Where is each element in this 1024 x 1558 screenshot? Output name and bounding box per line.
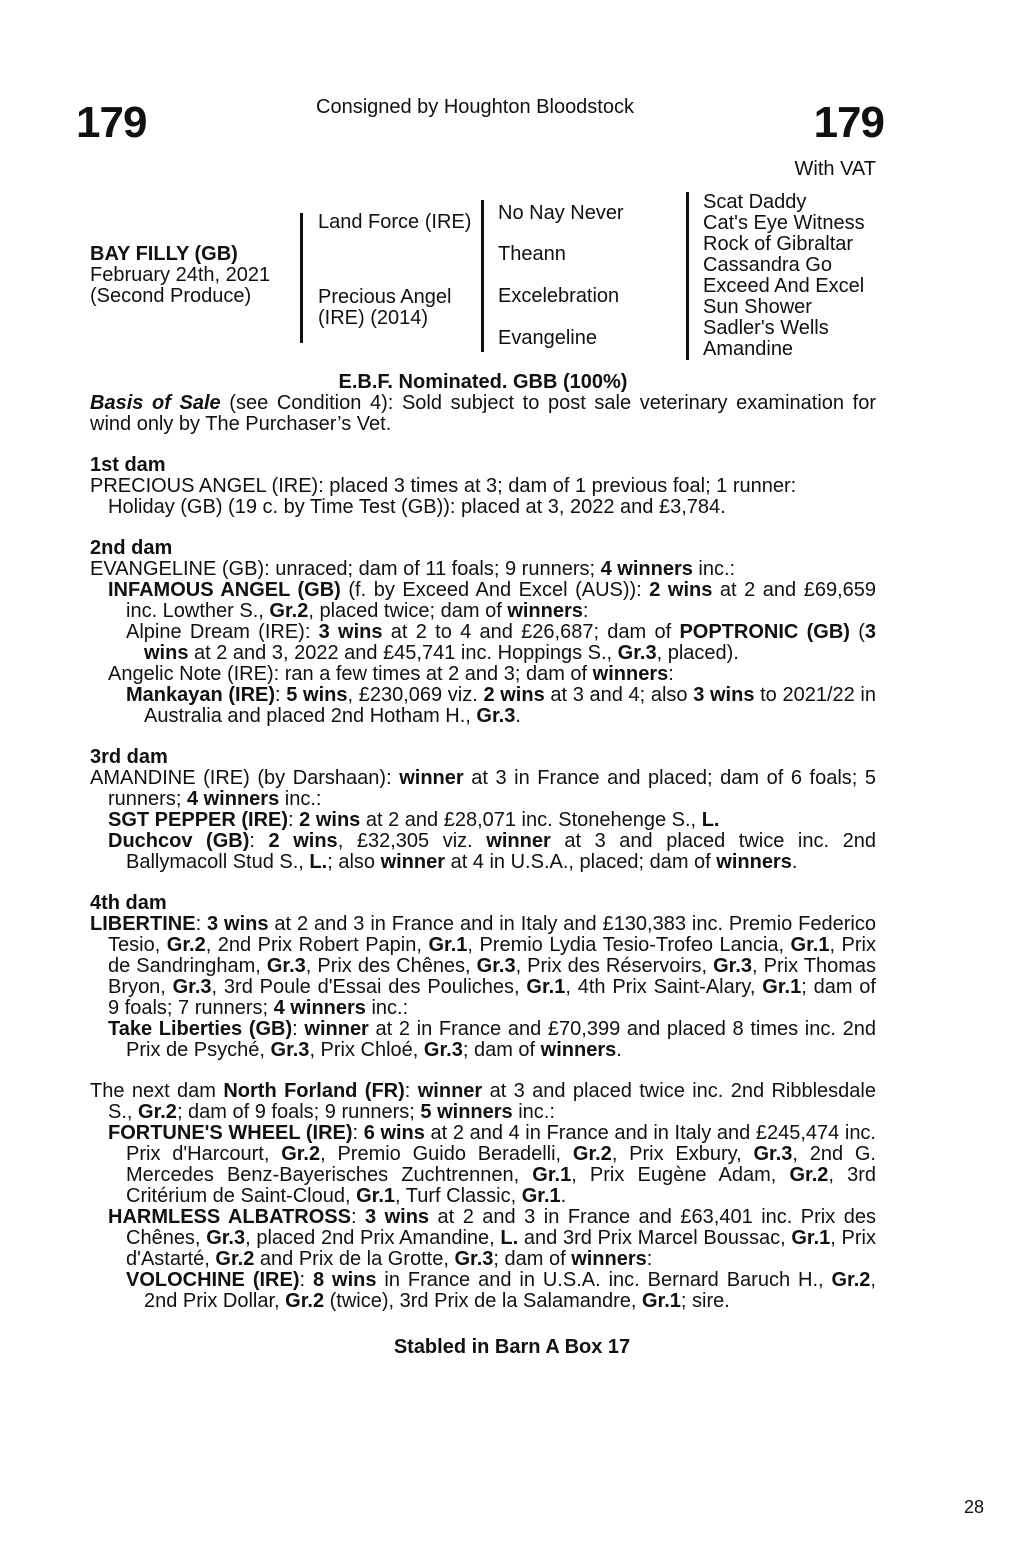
horse-born: February 24th, 2021 xyxy=(90,264,271,286)
pedigree-bracket-2 xyxy=(481,200,484,352)
first-dam-line1: PRECIOUS ANGEL (IRE): placed 3 times at 3; dam of 1 previous foal; 1 runner: xyxy=(90,475,797,497)
third-dam-produce-2: Duchcov (GB): 2 wins, £32,305 viz. winner at 3 and placed twice inc. 2nd Ballymacoll Stud S., L.; also winner at 4 in U.S.A., placed; dam of winners. xyxy=(108,830,876,873)
third-dam-produce-1: SGT PEPPER (IRE): 2 wins at 2 and £28,071 inc. Stonehenge S., L. xyxy=(108,809,720,831)
next-dam-produce-2a: VOLOCHINE (IRE): 8 wins in France and in U.S.A. inc. Bernard Baruch H., Gr.2, 2nd Prix Dollar, Gr.2 (twice), 3rd Prix de la Salamandre, Gr.1; sire. xyxy=(126,1269,876,1312)
basis-of-sale xyxy=(90,393,876,435)
great-grandparents xyxy=(703,192,865,360)
fourth-dam-produce-1: Take Liberties (GB): winner at 2 in France and £70,399 and placed 8 times inc. 2nd Prix de Psyché, Gr.3, Prix Chloé, Gr.3; dam of winners. xyxy=(108,1018,876,1061)
ggp-8: Amandine xyxy=(703,338,794,360)
third-dam-header: 3rd dam xyxy=(90,746,168,768)
first-dam-header: 1st dam xyxy=(90,454,166,476)
dam: Precious Angel (IRE) (2014) xyxy=(318,286,452,329)
second-dam-produce-2: Angelic Note (IRE): ran a few times at 2 and 3; dam of winners: xyxy=(108,663,674,685)
dam-dam: Evangeline xyxy=(498,327,597,349)
horse-name: BAY FILLY (GB) xyxy=(90,243,238,265)
fourth-dam-text: LIBERTINE: 3 wins at 2 and 3 in France and in Italy and £130,383 inc. Premio Federico Tesio, Gr.2, 2nd Prix Robert Papin, Gr.1, Premio Lydia Tesio-Trofeo Lancia, Gr.1, Prix de Sandringham, Gr.3, Prix des Chênes, Gr.3, Prix des Réservoirs, Gr.3, Prix Thomas Bryon, Gr.3, 3rd Poule d'Essai des Pouliches, Gr.1, 4th Prix Saint-Alary, Gr.1; dam of 9 foals; 7 runners; 4 winners inc.: xyxy=(90,913,876,1019)
ggp-3: Rock of Gibraltar xyxy=(703,233,854,255)
next-dam-produce-2: HARMLESS ALBATROSS: 3 wins at 2 and 3 in France and £63,401 inc. Prix des Chênes, Gr.3, placed 2nd Prix Amandine, L. and 3rd Prix Marcel Boussac, Gr.1, Prix d'Astarté, Gr.2 and Prix de la Grotte, Gr.3; dam of winners: xyxy=(108,1206,876,1270)
basis-text: (see Condition 4): Sold subject to post sale veterinary examination for wind only by The Purchaser’s Vet. xyxy=(90,392,876,435)
next-dam-text: The next dam North Forland (FR): winner at 3 and placed twice inc. 2nd Ribblesdale S., Gr.2; dam of 9 foals; 9 runners; 5 winners inc.: xyxy=(90,1080,876,1123)
second-dam-text: EVANGELINE (GB): unraced; dam of 11 foals; 9 runners; 4 winners inc.: xyxy=(90,558,736,580)
ggp-4: Cassandra Go xyxy=(703,254,832,276)
lot-number-right: 179 xyxy=(813,98,884,147)
second-dam-produce-2a: Mankayan (IRE): 5 wins, £230,069 viz. 2 wins at 3 and 4; also 3 wins to 2021/22 in Australia and placed 2nd Hotham H., Gr.3. xyxy=(126,684,876,727)
nomination-line: E.B.F. Nominated. GBB (100%) xyxy=(338,371,628,393)
second-dam-produce-1: INFAMOUS ANGEL (GB) (f. by Exceed And Excel (AUS)): 2 wins at 2 and £69,659 inc. Lowther S., Gr.2, placed twice; dam of winners: xyxy=(108,579,876,622)
ggp-5: Exceed And Excel xyxy=(703,275,865,297)
second-dam-header: 2nd dam xyxy=(90,537,173,559)
catalogue-body xyxy=(90,372,876,1312)
sire: Land Force (IRE) xyxy=(318,211,472,233)
lot-number-left: 179 xyxy=(76,98,147,147)
second-dam-produce-1a: Alpine Dream (IRE): 3 wins at 2 to 4 and £26,687; dam of POPTRONIC (GB) (3 wins at 2 and 3, 2022 and £45,741 inc. Hoppings S., Gr.3, placed). xyxy=(126,621,877,664)
dam-sire: Excelebration xyxy=(498,285,620,307)
ggp-7: Sadler's Wells xyxy=(703,317,829,339)
page-number: 28 xyxy=(963,1497,984,1517)
sire-sire: No Nay Never xyxy=(498,202,624,224)
first-dam-line2: Holiday (GB) (19 c. by Time Test (GB)): placed at 3, 2022 and £3,784. xyxy=(108,496,726,518)
ggp-1: Scat Daddy xyxy=(703,191,807,213)
third-dam-text: AMANDINE (IRE) (by Darshaan): winner at 3 in France and placed; dam of 6 foals; 5 runners; 4 winners inc.: xyxy=(90,767,877,810)
ggp-6: Sun Shower xyxy=(703,296,812,318)
pedigree-bracket-1 xyxy=(300,213,303,343)
vat-note: With VAT xyxy=(794,158,876,180)
next-dam-produce-1: FORTUNE'S WHEEL (IRE): 6 wins at 2 and 4 in France and in Italy and £245,474 inc. Prix d'Harcourt, Gr.2, Premio Guido Beradelli, Gr.2, Prix Exbury, Gr.3, 2nd G. Mercedes Benz-Bayerisches Zuchtrennen, Gr.1, Prix Eugène Adam, Gr.2, 3rd Critérium de Saint-Cloud, Gr.1, Turf Classic, Gr.1. xyxy=(108,1122,876,1207)
horse-produce: (Second Produce) xyxy=(90,285,252,307)
ggp-2: Cat's Eye Witness xyxy=(703,212,865,234)
consignor: Consigned by Houghton Bloodstock xyxy=(316,96,634,118)
fourth-dam-header: 4th dam xyxy=(90,892,167,914)
sire-dam: Theann xyxy=(498,243,566,265)
horse-info xyxy=(90,244,270,307)
stabling-note: Stabled in Barn A Box 17 xyxy=(393,1336,631,1358)
pedigree-bracket-3 xyxy=(686,192,689,360)
basis-label: Basis of Sale xyxy=(90,392,221,414)
